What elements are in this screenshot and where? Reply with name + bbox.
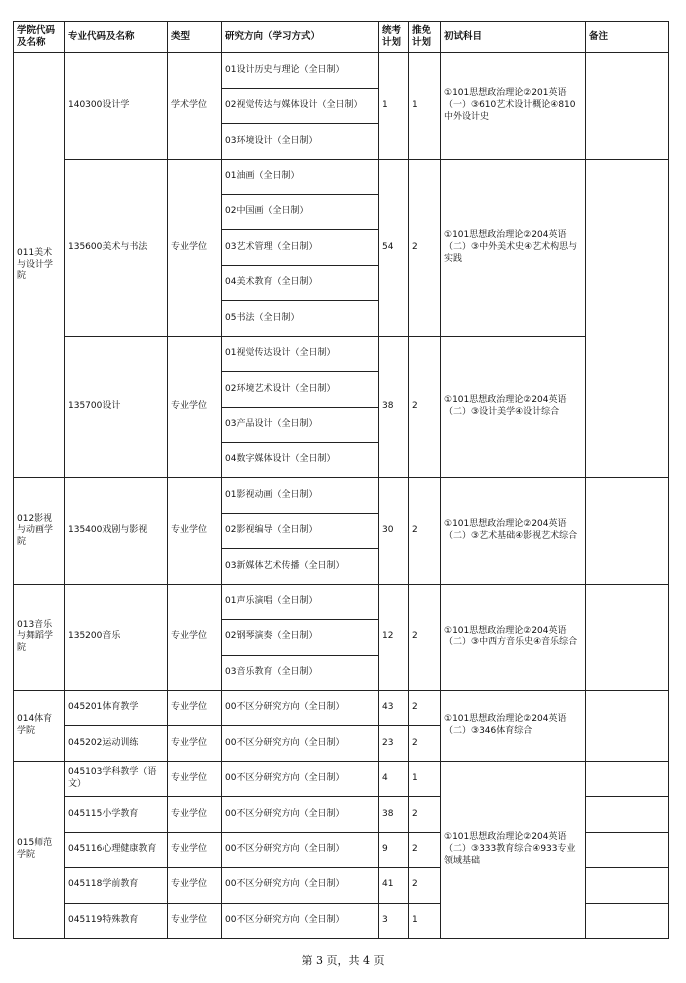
direction-cell: 04美术教育（全日制）	[222, 265, 379, 300]
exempt-cell: 1	[409, 761, 441, 796]
type-cell: 专业学位	[168, 868, 222, 903]
exam-cell: ①101思想政治理论②204英语（二）③设计美学④设计综合	[441, 336, 586, 478]
note-cell	[586, 690, 669, 761]
unified-cell: 12	[379, 584, 409, 690]
table-row	[14, 53, 669, 88]
college-cell: 014体育学院	[14, 690, 65, 761]
direction-cell: 03新媒体艺术传播（全日制）	[222, 549, 379, 584]
exam-cell: ①101思想政治理论②204英语（二）③艺术基础④影视艺术综合	[441, 478, 586, 584]
exam-cell: ①101思想政治理论②204英语（二）③中西方音乐史④音乐综合	[441, 584, 586, 690]
exempt-cell: 2	[409, 336, 441, 478]
exempt-cell: 2	[409, 868, 441, 903]
type-cell: 专业学位	[168, 159, 222, 336]
direction-cell: 00不区分研究方向（全日制）	[222, 726, 379, 761]
note-cell	[586, 797, 669, 832]
note-cell	[586, 903, 669, 939]
unified-cell: 1	[379, 53, 409, 159]
direction-cell: 01油画（全日制）	[222, 159, 379, 194]
unified-cell: 38	[379, 797, 409, 832]
table-row	[14, 478, 669, 513]
type-cell: 专业学位	[168, 761, 222, 796]
major-cell: 045116心理健康教育	[65, 832, 168, 867]
table-row	[14, 584, 669, 619]
type-cell: 专业学位	[168, 584, 222, 690]
major-cell: 135600美术与书法	[65, 159, 168, 336]
college-cell: 012影视与动画学院	[14, 478, 65, 584]
header-unified: 统考计划	[379, 22, 409, 53]
direction-cell: 00不区分研究方向（全日制）	[222, 797, 379, 832]
major-cell: 135700设计	[65, 336, 168, 478]
type-cell: 专业学位	[168, 478, 222, 584]
major-cell: 140300设计学	[65, 53, 168, 159]
direction-cell: 00不区分研究方向（全日制）	[222, 690, 379, 725]
direction-cell: 02环境艺术设计（全日制）	[222, 372, 379, 407]
direction-cell: 03环境设计（全日制）	[222, 124, 379, 159]
exam-cell: ①101思想政治理论②201英语（一）③610艺术设计概论④810中外设计史	[441, 53, 586, 159]
exempt-cell: 1	[409, 903, 441, 939]
unified-cell: 43	[379, 690, 409, 725]
major-cell: 045119特殊教育	[65, 903, 168, 939]
direction-cell: 01影视动画（全日制）	[222, 478, 379, 513]
type-cell: 专业学位	[168, 690, 222, 725]
header-exempt: 推免计划	[409, 22, 441, 53]
note-cell	[586, 761, 669, 796]
direction-cell: 03产品设计（全日制）	[222, 407, 379, 442]
direction-cell: 05书法（全日制）	[222, 301, 379, 336]
unified-cell: 41	[379, 868, 409, 903]
header-exam: 初试科目	[441, 22, 586, 53]
direction-cell: 01声乐演唱（全日制）	[222, 584, 379, 619]
note-cell	[586, 832, 669, 867]
note-cell	[586, 868, 669, 903]
exam-cell: ①101思想政治理论②204英语（二）③中外美术史④艺术构思与实践	[441, 159, 586, 336]
table-row	[14, 690, 669, 725]
exempt-cell: 2	[409, 159, 441, 336]
header-type: 类型	[168, 22, 222, 53]
note-cell	[586, 159, 669, 478]
header-row	[14, 22, 669, 53]
direction-cell: 02钢琴演奏（全日制）	[222, 620, 379, 655]
type-cell: 专业学位	[168, 832, 222, 867]
header-major: 专业代码及名称	[65, 22, 168, 53]
direction-cell: 01视觉传达设计（全日制）	[222, 336, 379, 371]
type-cell: 专业学位	[168, 903, 222, 939]
unified-cell: 3	[379, 903, 409, 939]
unified-cell: 23	[379, 726, 409, 761]
header-direction: 研究方向（学习方式）	[222, 22, 379, 53]
major-cell: 135400戏剧与影视	[65, 478, 168, 584]
direction-cell: 00不区分研究方向（全日制）	[222, 903, 379, 939]
unified-cell: 9	[379, 832, 409, 867]
college-cell: 015师范学院	[14, 761, 65, 938]
direction-cell: 04数字媒体设计（全日制）	[222, 443, 379, 478]
table-row	[14, 761, 669, 796]
type-cell: 专业学位	[168, 726, 222, 761]
direction-cell: 00不区分研究方向（全日制）	[222, 761, 379, 796]
major-cell: 045202运动训练	[65, 726, 168, 761]
unified-cell: 38	[379, 336, 409, 478]
note-cell	[586, 53, 669, 159]
major-cell: 045103学科教学（语文）	[65, 761, 168, 796]
type-cell: 专业学位	[168, 336, 222, 478]
exempt-cell: 2	[409, 584, 441, 690]
exam-cell: ①101思想政治理论②204英语（二）③346体育综合	[441, 690, 586, 761]
direction-cell: 03音乐教育（全日制）	[222, 655, 379, 690]
major-cell: 045115小学教育	[65, 797, 168, 832]
note-cell	[586, 584, 669, 690]
unified-cell: 4	[379, 761, 409, 796]
direction-cell: 01设计历史与理论（全日制）	[222, 53, 379, 88]
exempt-cell: 2	[409, 832, 441, 867]
unified-cell: 30	[379, 478, 409, 584]
college-cell: 011美术与设计学院	[14, 53, 65, 478]
college-cell: 013音乐与舞蹈学院	[14, 584, 65, 690]
exempt-cell: 2	[409, 797, 441, 832]
exempt-cell: 2	[409, 478, 441, 584]
type-cell: 专业学位	[168, 797, 222, 832]
direction-cell: 02视觉传达与媒体设计（全日制）	[222, 88, 379, 123]
enrollment-plan-table	[13, 21, 669, 939]
page-footer: 第 3 页，共 4 页	[301, 954, 385, 967]
header-note: 备注	[586, 22, 669, 53]
header-college: 学院代码及名称	[14, 22, 65, 53]
major-cell: 135200音乐	[65, 584, 168, 690]
exam-cell: ①101思想政治理论②204英语（二）③333教育综合④933专业领域基础	[441, 761, 586, 938]
unified-cell: 54	[379, 159, 409, 336]
direction-cell: 03艺术管理（全日制）	[222, 230, 379, 265]
direction-cell: 02中国画（全日制）	[222, 195, 379, 230]
major-cell: 045201体育教学	[65, 690, 168, 725]
exempt-cell: 2	[409, 726, 441, 761]
note-cell	[586, 478, 669, 584]
exempt-cell: 1	[409, 53, 441, 159]
major-cell: 045118学前教育	[65, 868, 168, 903]
table-row	[14, 159, 669, 194]
direction-cell: 00不区分研究方向（全日制）	[222, 832, 379, 867]
direction-cell: 02影视编导（全日制）	[222, 513, 379, 548]
table-row	[14, 336, 669, 371]
direction-cell: 00不区分研究方向（全日制）	[222, 868, 379, 903]
type-cell: 学术学位	[168, 53, 222, 159]
exempt-cell: 2	[409, 690, 441, 725]
